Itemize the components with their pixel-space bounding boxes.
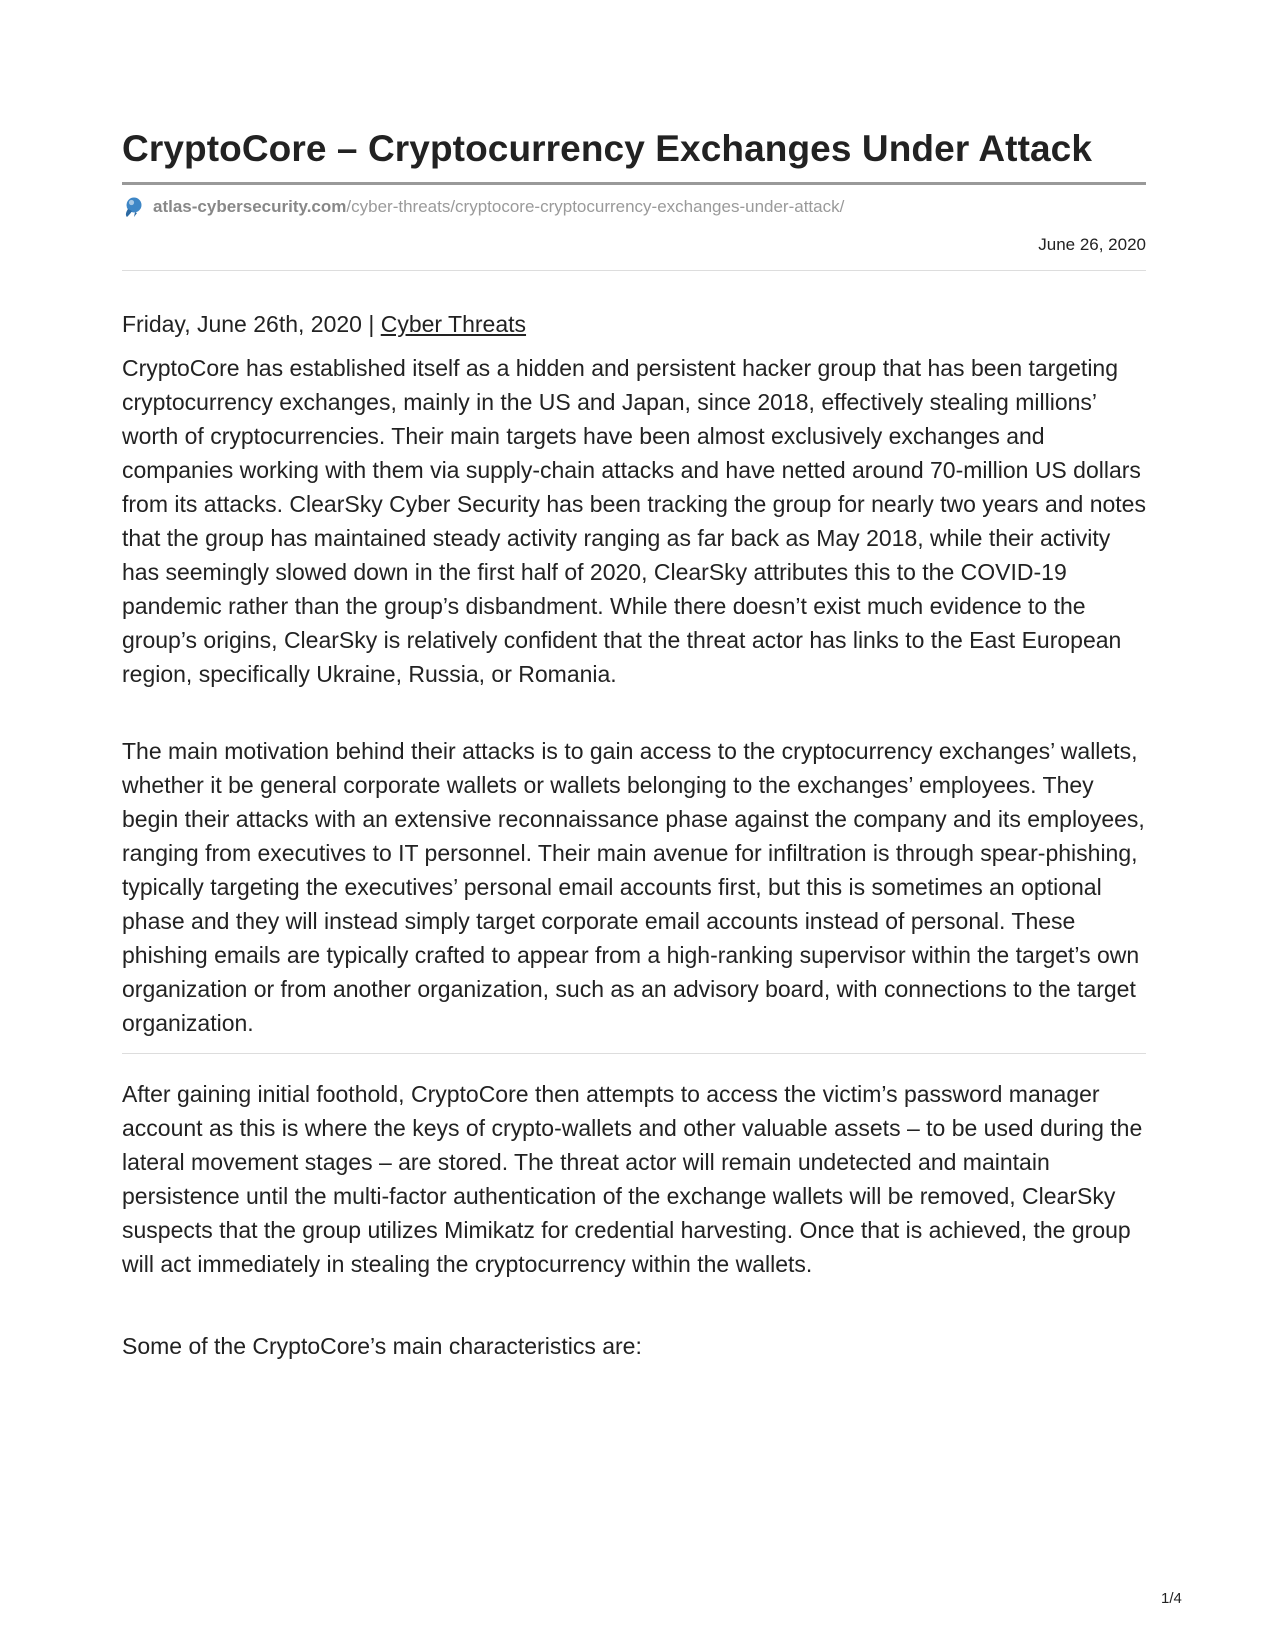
body-paragraph: The main motivation behind their attacks is to gain access to the cryptocurrency exchanges’ wallets, whether it be general corporate wallets or wallets belonging to the exchanges’ employees. They begin their attacks with an extensive reconnaissance phase against the company and its employees, ranging from executives to IT personnel. Their main avenue for infiltration is through spear-phishing, typically targeting the executives’ personal email accounts first, but this is sometimes an optional phase and they will instead simply target corporate email accounts instead of personal. These phishing emails are typically crafted to appear from a high-ranking supervisor within the target’s own organization or from another organization, such as an advisory board, with connections to the target organization. bbox=[122, 738, 1145, 1036]
body-paragraph: After gaining initial foothold, CryptoCore then attempts to access the victim’s password manager account as this is where the keys of crypto-wallets and other valuable assets – to be used during the lateral movement stages – are stored. The threat actor will remain undetected and maintain persistence until the multi-factor authentication of the exchange wallets will be removed, ClearSky suspects that the group utilizes Mimikatz for credential harvesting. Once that is achieved, the group will act immediately in stealing the cryptocurrency within the wallets. bbox=[122, 1081, 1143, 1277]
atlas-logo-icon bbox=[122, 196, 144, 218]
post-date: Friday, June 26th, 2020 | bbox=[122, 311, 381, 337]
title-divider bbox=[122, 182, 1146, 185]
body-paragraph: Some of the CryptoCore’s main characteristics are: bbox=[122, 1333, 642, 1359]
category-link[interactable]: Cyber Threats bbox=[380, 311, 527, 337]
header-divider bbox=[122, 270, 1146, 271]
source-domain[interactable]: atlas-cybersecurity.com bbox=[153, 197, 347, 216]
source-path[interactable]: /cyber-threats/cryptocore-cryptocurrency-exchanges-under-attack/ bbox=[346, 197, 845, 216]
source-url[interactable] bbox=[122, 196, 844, 218]
saved-date: June 26, 2020 bbox=[1038, 235, 1146, 254]
page-title: CryptoCore – Cryptocurrency Exchanges Under Attack bbox=[122, 128, 1093, 169]
body-paragraph: CryptoCore has established itself as a hidden and persistent hacker group that has been targeting cryptocurrency exchanges, mainly in the US and Japan, since 2018, effectively stealing millions’ worth of cryptocurrencies. Their main targets have been almost exclusively exchanges and companies working with them via supply-chain attacks and have netted around 70-million US dollars from its attacks. ClearSky Cyber Security has been tracking the group for nearly two years and notes that the group has maintained steady activity ranging as far back as May 2018, while their activity has seemingly slowed down in the first half of 2020, ClearSky attributes this to the COVID-19 pandemic rather than the group’s disbandment. While there doesn’t exist much evidence to the group’s origins, ClearSky is relatively confident that the threat actor has links to the East European region, specifically Ukraine, Russia, or Romania. bbox=[122, 355, 1146, 687]
page-number: 1/4 bbox=[1161, 1590, 1182, 1607]
post-meta bbox=[122, 311, 526, 338]
section-divider bbox=[122, 1053, 1146, 1054]
